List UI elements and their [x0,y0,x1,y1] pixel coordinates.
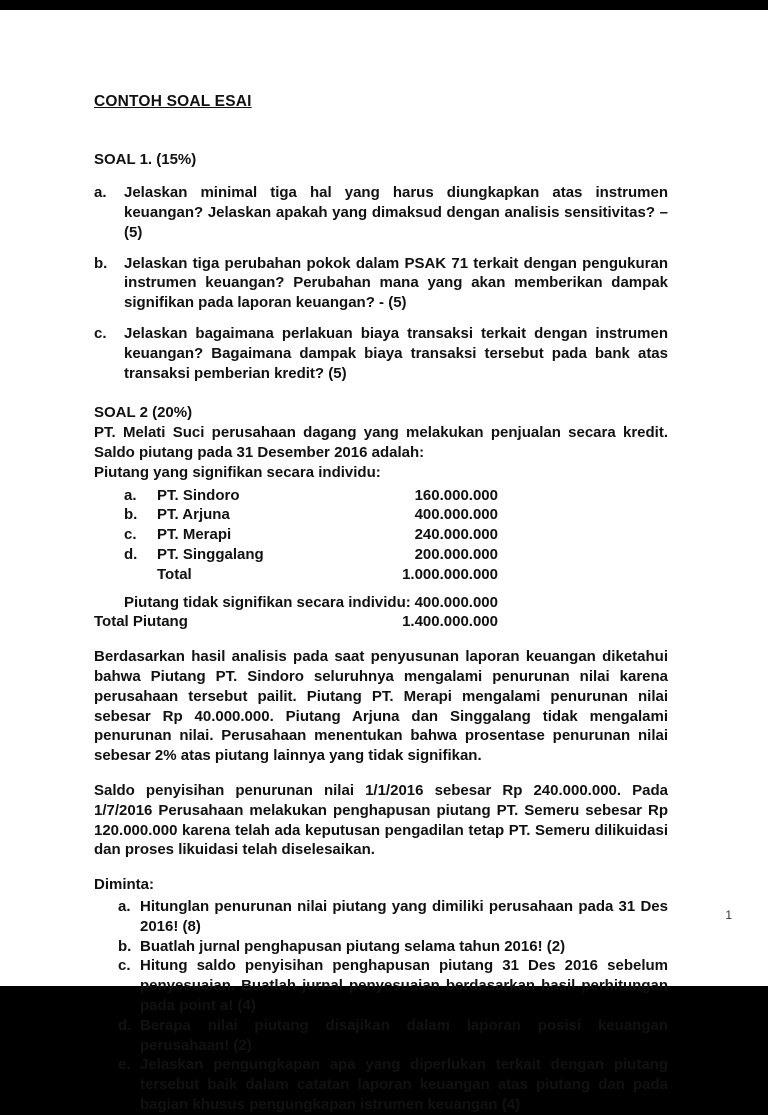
row-letter [124,565,157,585]
page-number: 1 [725,908,732,922]
row-letter: b. [124,506,138,524]
item-text: Hitunglan penurunan nilai piutang yang dimiliki perusahaan pada 31 Des 2016! (8) [140,897,668,935]
doc-title: CONTOH SOAL ESAI [94,93,252,110]
paragraph-allowance: Saldo penyisihan penurunan nilai 1/1/2016 sebesar Rp 240.000.000. Pada 1/7/2016 Perusahaan melakukan penghapusan piutang PT. Semeru sebesar Rp 120.000.000 karena telah ada keputusan pengadilan tetap PT. Semeru dilikuidasi dan proses likuidasi telah diselesaikan. [94,781,668,859]
row-letter: a. [124,486,137,504]
item-letter: a. [94,184,107,202]
table-row [94,505,668,525]
item-text: Jelaskan minimal tiga hal yang harus diungkapkan atas instrumen keuangan? Jelaskan apakah yang dimaksud dengan analisis sensitivitas? – (5) [124,184,668,241]
item-text: Buatlah jurnal penghapusan piutang selama tahun 2016! (2) [140,937,566,955]
diminta-item [94,897,668,937]
row-letter: d. [124,546,138,563]
row-label: PT. Arjuna [157,506,230,524]
item-text: Jelaskan pengungkapan apa yang diperlukan terkait dengan piutang tersebut baik dalam catatan laporan keuangan atas piutang dan pada bagian khusus pengungkapan istrumen keuangan (4) [140,1056,668,1113]
item-letter: e. [118,1056,131,1074]
item-letter: c. [118,957,131,975]
item-text: Hitung saldo penyisihan penghapusan piutang 31 Des 2016 sebelum penyesuaian. Buatlah jurnal penyesuaian berdasarkan hasil perhitungan pada point a! (4) [140,957,668,1014]
row-label: Piutang tidak signifikan secara individu: [124,593,411,611]
row-label: PT. Merapi [157,526,232,544]
diminta-heading: Diminta: [94,876,154,894]
row-amount: 1.400.000.000 [402,613,498,631]
row-amount: 400.000.000 [414,506,498,524]
item-letter: c. [94,325,107,343]
diminta-item [94,937,668,957]
diminta-list [94,897,668,1115]
table-row [94,545,668,565]
table-row [94,486,668,506]
soal2-intro: PT. Melati Suci perusahaan dagang yang melakukan penjualan secara kredit. Saldo piutang pada 31 Desember 2016 adalah: [94,424,668,462]
table-row [94,525,668,545]
item-letter: d. [118,1016,132,1034]
row-label: PT. Sindoro [157,486,240,504]
list-item [94,183,668,242]
row-label: Total Piutang [94,613,188,631]
table-row-total [94,565,668,585]
list-item [94,254,668,313]
table-row-nonsignificant [94,593,498,613]
diminta-item [94,1016,668,1056]
row-label: PT. Singgalang [157,546,264,563]
row-label: Total [157,565,192,583]
row-amount: 200.000.000 [414,546,498,563]
item-letter: a. [118,897,131,915]
soal2-subheading: Piutang yang signifikan secara individu: [94,463,381,481]
row-letter: c. [124,526,137,544]
item-text: Jelaskan bagaimana perlakuan biaya transaksi terkait dengan instrumen keuangan? Bagaimana dampak biaya transaksi tersebut pada bank atas transaksi pemberian kredit? (5) [124,325,668,382]
row-amount: 400.000.000 [414,593,498,611]
item-text: Berapa nilai piutang disajikan dalam laporan posisi keuangan perusahaan! (2) [140,1016,668,1054]
row-amount: 240.000.000 [414,526,498,544]
table-row-grand-total [94,612,498,632]
item-letter: b. [118,937,132,955]
document-page [0,10,768,1113]
soal1-heading: SOAL 1. (15%) [94,151,197,169]
receivables-table [94,486,668,633]
soal1-section [94,150,668,383]
soal2-section [94,403,668,1114]
diminta-item [94,956,668,1015]
diminta-item [94,1055,668,1114]
paragraph-analysis: Berdasarkan hasil analisis pada saat penyusunan laporan keuangan diketahui bahwa Piutang PT. Sindoro seluruhnya mengalami penurunan nilai karena perusahaan tersebut pailit. Piutang PT. Merapi mengalami penurunan nilai sebesar Rp 40.000.000. Piutang Arjuna dan Singgalang tidak mengalami penurunan nilai. Perusahaan menentukan bahwa prosentase penurunan nilai sebesar 2% atas piutang lainnya yang tidak signifikan. [94,648,668,765]
row-amount: 160.000.000 [414,486,498,504]
soal2-heading: SOAL 2 (20%) [94,404,193,422]
row-amount: 1.000.000.000 [402,565,498,583]
item-text: Jelaskan tiga perubahan pokok dalam PSAK 71 terkait dengan pengukuran instrumen keuangan? Perubahan mana yang akan memberikan dampak signifikan pada laporan keuangan? - (5) [124,254,668,312]
list-item [94,324,668,383]
item-letter: b. [94,254,108,272]
